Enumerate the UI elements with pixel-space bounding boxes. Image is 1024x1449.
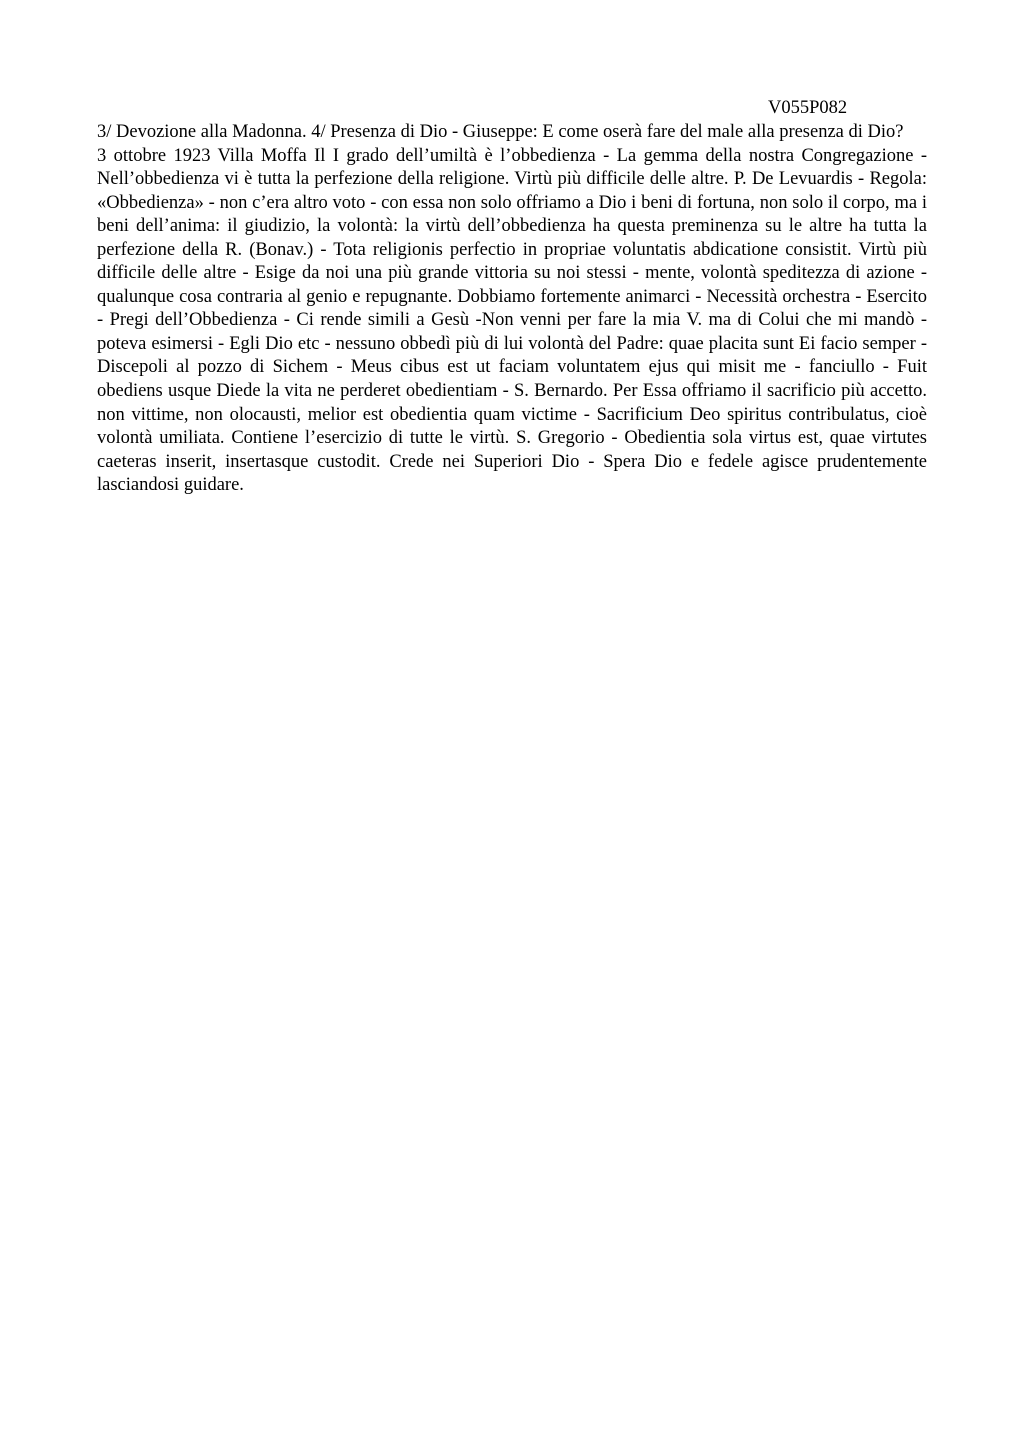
page-code: V055P082 bbox=[768, 98, 848, 118]
paragraph-intro: 3/ Devozione alla Madonna. 4/ Presenza di Dio - Giuseppe: E come oserà fare del male alla presenza di Dio? bbox=[97, 122, 904, 142]
text-body bbox=[97, 121, 927, 498]
paragraph-main: 3 ottobre 1923 Villa Moffa Il I grado dell’umiltà è l’obbedienza - La gemma della nostra Congregazione - Nell’obbedienza vi è tutta la perfezione della religione. Virtù più difficile delle altre. P. De Levuardis - Regola: «Obbedienza» - non c’era altro voto - con essa non solo offriamo a Dio i beni di fortuna, non solo il corpo, ma i beni dell’anima: il giudizio, la volontà: la virtù dell’obbedienza ha questa preminenza su le altre ha tutta la perfezione della R. (Bonav.) - Tota religionis perfectio in propriae voluntatis abdicatione consistit. Virtù più difficile delle altre - Esige da noi una più grande vittoria su noi stessi - mente, volontà speditezza di azione - qualunque cosa contraria al genio e repugnante. Dobbiamo fortemente animarci - Necessità orchestra - Esercito - Pregi dell’Obbedienza - Ci rende simili a Gesù -Non venni per fare la mia V. ma di Colui che mi mandò - poteva esimersi - Egli Dio etc - nessuno obbedì più di lui volontà del Padre: quae placita sunt Ei facio semper - Discepoli al pozzo di Sichem - Meus cibus est ut faciam voluntatem ejus qui misit me - fanciullo - Fuit obediens usque Diede la vita ne perderet obedientiam - S. Bernardo. Per Essa offriamo il sacrificio più accetto. non vittime, non olocausti, melior est obedientia quam victime - Sacrificium Deo spiritus contribulatus, cioè volontà umiliata. Contiene l’esercizio di tutte le virtù. S. Gregorio - Obedientia sola virtus est, quae virtutes caeteras inserit, insertasque custodit. Crede nei Superiori Dio - Spera Dio e fedele agisce prudentemente lasciandosi guidare. bbox=[97, 145, 927, 496]
